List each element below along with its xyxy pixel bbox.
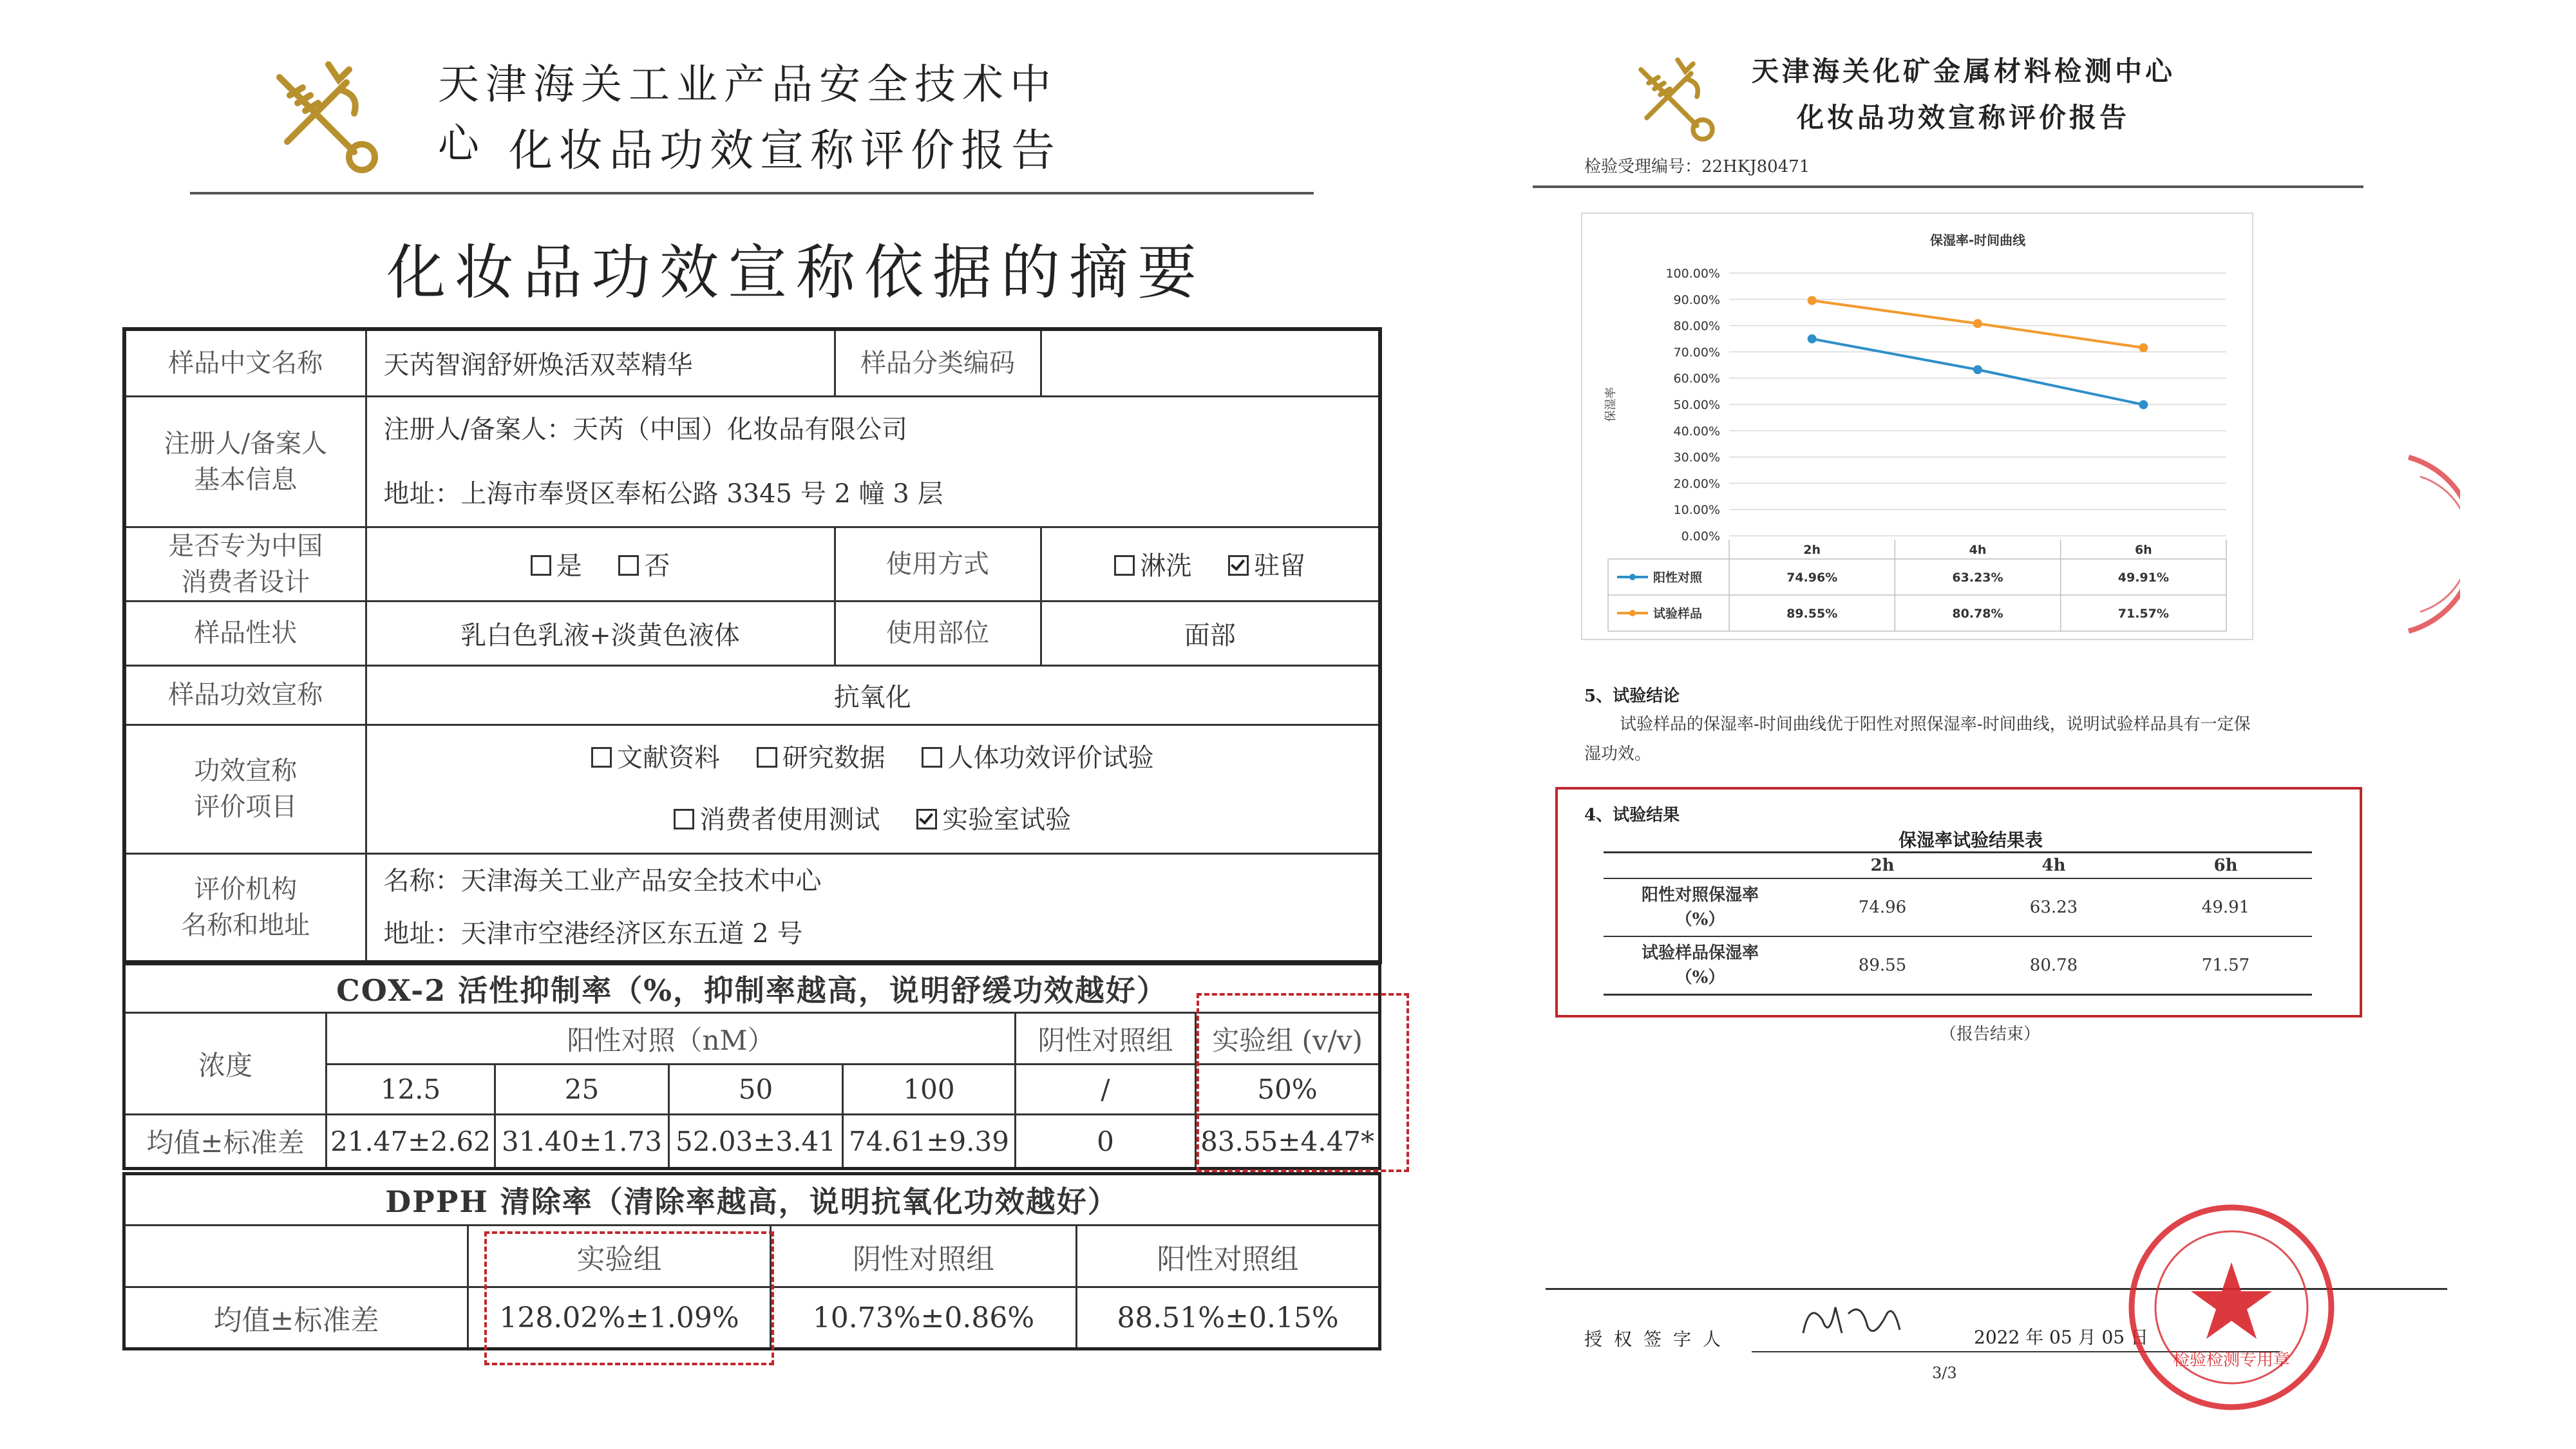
column-header: 4h	[1968, 853, 2139, 879]
y-tick-label: 90.00%	[1673, 292, 1720, 307]
agency-info	[366, 853, 1380, 962]
svg-text:检验检测专用章: 检验检测专用章	[2172, 1350, 2291, 1370]
y-axis-label: 保湿率	[1604, 387, 1618, 422]
checkbox-icon	[757, 747, 777, 768]
registrant-label: 注册人/备案人 基本信息	[124, 396, 366, 527]
sample-name-value: 天芮智润舒妍焕活双萃精华	[366, 329, 835, 396]
header-divider	[190, 192, 1314, 194]
moisture-result-table	[1604, 851, 2312, 996]
document-title: 化妆品功效宣称依据的摘要	[386, 238, 1206, 307]
concentration-cell: 50	[669, 1065, 843, 1115]
signatory-label: 授权签字人	[1584, 1329, 1733, 1350]
y-tick-label: 20.00%	[1673, 477, 1720, 491]
dpph-title: DPPH 清除率（清除率越高，说明抗氧化功效越好）	[124, 1174, 1380, 1226]
value-cell: 128.02%±1.09%	[468, 1287, 771, 1349]
result-table-title: 保湿率试验结果表	[1898, 829, 2043, 851]
data-point	[1808, 296, 1817, 305]
table-row	[124, 1013, 1380, 1065]
option-rinse: 淋洗	[1114, 551, 1191, 581]
concentration-cell: 100	[843, 1065, 1016, 1115]
y-tick-label: 80.00%	[1673, 319, 1720, 334]
table-row	[124, 665, 1380, 724]
dpph-experiment-highlight	[484, 1231, 774, 1365]
agency-label: 评价机构 名称和地址	[124, 853, 366, 962]
option-human-trial: 人体功效评价试验	[922, 743, 1153, 773]
customs-emblem-icon	[264, 52, 393, 180]
table-row	[1604, 878, 2312, 936]
conclusion-line-2: 湿功效。	[1584, 744, 1652, 764]
table-row	[124, 527, 1380, 601]
value-cell: 71.57	[2201, 956, 2250, 975]
official-seal-stamp	[2125, 1201, 2338, 1414]
y-tick-label: 30.00%	[1673, 450, 1720, 465]
value-cell: 49.91	[2139, 878, 2312, 936]
column-header: 6h	[2139, 853, 2312, 879]
usage-part-value: 面部	[1041, 601, 1380, 665]
y-tick-label: 70.00%	[1673, 345, 1720, 360]
option-literature: 文献资料	[591, 743, 720, 773]
concentration-cell: 50%	[1196, 1065, 1380, 1115]
evaluation-items-options	[366, 724, 1380, 853]
data-point	[1973, 365, 1982, 374]
option-consumer-test: 消费者使用测试	[674, 805, 880, 835]
sample-form-value: 乳白色乳液+淡黄色液体	[366, 601, 835, 665]
claim-label: 样品功效宣称	[124, 665, 366, 724]
data-point	[1808, 334, 1817, 343]
empty-header-cell	[1604, 853, 1797, 879]
table-row	[124, 1115, 1380, 1169]
moisture-chart	[1581, 213, 2253, 640]
legend-marker	[1629, 610, 1636, 616]
negative-control-label: 阴性对照组	[1016, 1013, 1196, 1065]
mean-sd-label: 均值±标准差	[124, 1115, 327, 1169]
data-point	[1973, 319, 1982, 328]
positive-control-label: 阳性对照组	[1077, 1226, 1380, 1287]
x-tick-label: 4h	[1969, 543, 1987, 557]
row-label: 阳性对照保湿率 （%）	[1604, 878, 1797, 936]
value-cell: 89.55	[1858, 956, 1907, 975]
y-tick-label: 100.00%	[1665, 267, 1720, 281]
usage-method-options	[1041, 527, 1380, 601]
value-cell: 80.78	[2029, 956, 2078, 975]
concentration-cell: /	[1016, 1065, 1196, 1115]
y-tick-label: 50.00%	[1673, 398, 1720, 412]
section4-title: 4、试验结果	[1584, 806, 1680, 825]
moisture-chart-svg	[1582, 214, 2252, 639]
checkbox-icon	[674, 809, 694, 829]
table-row	[1604, 936, 2312, 995]
value-cell: 63.23	[1968, 878, 2139, 936]
experiment-group-label: 实验组	[468, 1226, 771, 1287]
section5-title: 5、试验结论	[1584, 687, 1680, 706]
data-label: 89.55%	[1786, 607, 1838, 621]
institution-header: 天津海关工业产品安全技术中心	[438, 61, 1057, 168]
report-type-header: 化妆品功效宣称评价报告	[1797, 102, 2130, 133]
table-row	[124, 724, 1380, 853]
value-cell: 21.47±2.62	[327, 1115, 495, 1169]
data-label: 63.23%	[1952, 571, 2003, 585]
registrant-info	[366, 396, 1380, 527]
conclusion-line-1: 试验样品的保湿率-时间曲线优于阳性对照保湿率-时间曲线，说明试验样品具有一定保	[1620, 715, 2251, 734]
table-row	[1604, 853, 2312, 879]
usage-method-label: 使用方式	[835, 527, 1041, 601]
institution-header: 天津海关化矿金属材料检测中心	[1752, 55, 2176, 87]
empty-header-cell	[124, 1226, 468, 1287]
table-row	[124, 1174, 1380, 1226]
evaluation-items-label: 功效宣称 评价项目	[124, 724, 366, 853]
option-lab-test: 实验室试验	[916, 805, 1071, 835]
legend-entry: 阳性对照	[1653, 571, 1703, 585]
data-label: 80.78%	[1952, 607, 2003, 621]
concentration-cell: 25	[495, 1065, 669, 1115]
sample-form-label: 样品性状	[124, 601, 366, 665]
china-design-options	[366, 527, 835, 601]
partial-seal-stamp	[2396, 451, 2460, 638]
table-row	[124, 396, 1380, 527]
value-cell: 74.61±9.39	[843, 1115, 1016, 1169]
value-cell: 10.73%±0.86%	[771, 1287, 1077, 1349]
right-report-page	[1481, 0, 2576, 1449]
data-label: 49.91%	[2117, 571, 2169, 585]
option-research-data: 研究数据	[757, 743, 886, 773]
negative-control-label: 阴性对照组	[771, 1226, 1077, 1287]
value-cell: 83.55±4.47*	[1196, 1115, 1380, 1169]
checked-checkbox-icon	[916, 809, 937, 829]
y-tick-label: 60.00%	[1673, 372, 1720, 386]
claim-value: 抗氧化	[366, 665, 1380, 724]
option-yes: 是	[531, 551, 582, 581]
page-number: 3/3	[1932, 1364, 1957, 1382]
y-tick-label: 0.00%	[1681, 529, 1720, 544]
concentration-cell: 12.5	[327, 1065, 495, 1115]
agency-address: 地址：天津市空港经济区东五道 2 号	[383, 918, 803, 949]
concentration-label: 浓度	[124, 1013, 327, 1115]
table-row	[124, 853, 1380, 962]
positive-control-label: 阳性对照（nM）	[327, 1013, 1016, 1065]
china-design-label: 是否专为中国 消费者设计	[124, 527, 366, 601]
registrant-address: 地址：上海市奉贤区奉柘公路 3345 号 2 幢 3 层	[383, 478, 943, 509]
report-end-note: （报告结束）	[1939, 1025, 2040, 1044]
sample-name-label: 样品中文名称	[124, 329, 366, 396]
acceptance-number: 检验受理编号：22HKJ80471	[1584, 157, 1810, 176]
cox2-title: COX-2 活性抑制率（%，抑制率越高，说明舒缓功效越好）	[124, 964, 1380, 1013]
experiment-group-label: 实验组 (v/v)	[1196, 1013, 1380, 1065]
checkbox-icon	[531, 555, 551, 576]
data-point	[2139, 343, 2148, 352]
checkbox-icon	[591, 747, 612, 768]
data-label: 74.96%	[1786, 571, 1838, 585]
row-label: 试验样品保湿率 （%）	[1641, 943, 1759, 987]
category-code-label: 样品分类编码	[835, 329, 1041, 396]
value-cell: 74.96	[1797, 878, 1968, 936]
agency-name: 名称：天津海关工业产品安全技术中心	[383, 866, 822, 896]
data-label: 71.57%	[2117, 607, 2169, 621]
checked-checkbox-icon	[1228, 555, 1249, 576]
column-header: 2h	[1797, 853, 1968, 879]
handwritten-signature	[1797, 1294, 1926, 1346]
category-code-value	[1041, 329, 1380, 396]
value-cell: 31.40±1.73	[495, 1115, 669, 1169]
customs-emblem-icon	[1629, 50, 1726, 147]
report-date: 2022 年 05 月 05 日	[1974, 1327, 2149, 1348]
cox2-inhibition-table	[122, 962, 1381, 1170]
checkbox-icon	[922, 747, 942, 768]
option-no: 否	[618, 551, 670, 581]
registrant-value: 注册人/备案人：天芮（中国）化妆品有限公司	[383, 414, 907, 444]
summary-table	[122, 327, 1382, 964]
mean-sd-label: 均值±标准差	[124, 1287, 468, 1349]
checkbox-icon	[1114, 555, 1135, 576]
checkbox-icon	[618, 555, 639, 576]
y-tick-label: 10.00%	[1673, 503, 1720, 518]
cox2-experiment-highlight	[1197, 993, 1409, 1172]
data-point	[2139, 400, 2148, 409]
chart-title: 保湿率-时间曲线	[1929, 232, 2026, 248]
option-leave-on: 驻留	[1228, 551, 1305, 581]
usage-part-label: 使用部位	[835, 601, 1041, 665]
legend-marker	[1629, 574, 1636, 580]
x-tick-label: 2h	[1803, 543, 1821, 557]
value-cell: 52.03±3.41	[669, 1115, 843, 1169]
header-divider	[1533, 185, 2363, 188]
table-row	[124, 329, 1380, 396]
table-row	[124, 964, 1380, 1013]
value-cell: 0	[1016, 1115, 1196, 1169]
x-tick-label: 6h	[2134, 543, 2152, 557]
report-type-header: 化妆品功效宣称评价报告	[509, 126, 1062, 176]
legend-entry: 试验样品	[1653, 607, 1703, 621]
table-row	[124, 601, 1380, 665]
y-tick-label: 40.00%	[1673, 424, 1720, 439]
value-cell: 88.51%±0.15%	[1077, 1287, 1380, 1349]
